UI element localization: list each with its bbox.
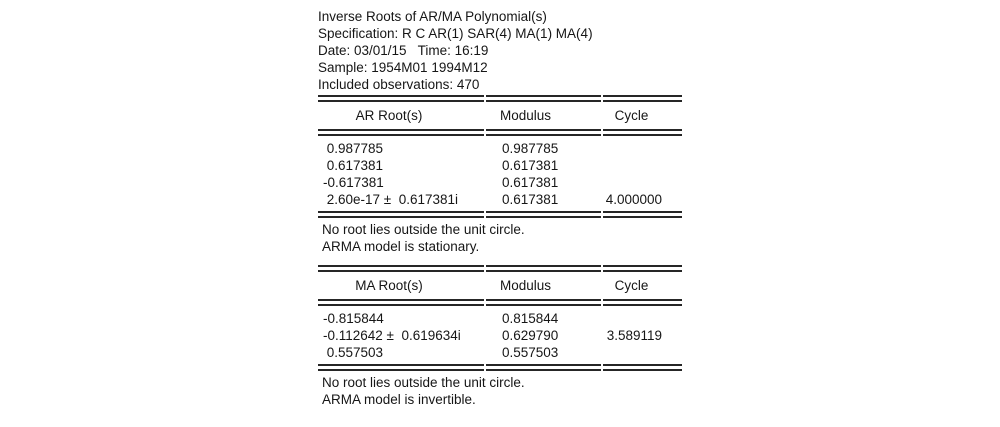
ar-table-body	[318, 136, 682, 211]
table-row	[318, 344, 682, 361]
note-line: ARMA model is invertible.	[322, 392, 476, 407]
cycle-value	[603, 310, 682, 327]
cycle-value	[603, 174, 682, 191]
modulus-value: 0.557503	[502, 345, 559, 360]
note-line: No root lies outside the unit circle.	[322, 375, 525, 390]
cycle-value: 4.000000	[605, 192, 662, 207]
root-value: 0.557503	[323, 345, 384, 360]
cycle-value: 3.589119	[606, 328, 662, 343]
root-value: 0.987785	[323, 141, 384, 156]
table-row	[318, 327, 682, 344]
ar-table-notes	[318, 221, 682, 255]
double-rule	[318, 364, 682, 371]
cycle-value	[603, 344, 682, 361]
date-time-line: Date: 03/01/15 Time: 16:19	[318, 43, 489, 58]
ar-table-header-row	[318, 102, 682, 129]
output-title: Inverse Roots of AR/MA Polynomial(s)	[318, 9, 547, 24]
table-row	[318, 174, 682, 191]
table-row	[318, 191, 682, 208]
ma-table-body	[318, 306, 682, 364]
column-header-modulus: Modulus	[500, 278, 552, 293]
root-value: -0.112642 ± 0.619634i	[323, 328, 461, 343]
double-rule	[318, 211, 682, 218]
ma-table-header-row	[318, 272, 682, 299]
column-header-cycle: Cycle	[614, 278, 649, 293]
column-header-cycle: Cycle	[614, 108, 649, 123]
table-row	[318, 157, 682, 174]
column-header-ar-roots: AR Root(s)	[355, 108, 423, 123]
sample-line: Sample: 1954M01 1994M12	[318, 60, 488, 75]
modulus-value: 0.987785	[502, 141, 559, 156]
modulus-value: 0.815844	[502, 311, 559, 326]
root-value: 0.617381	[323, 158, 384, 173]
column-header-modulus: Modulus	[500, 108, 552, 123]
double-rule	[318, 95, 682, 102]
modulus-value: 0.617381	[502, 175, 559, 190]
note-line: No root lies outside the unit circle.	[322, 222, 525, 237]
root-value: -0.617381	[323, 175, 384, 190]
cycle-value	[603, 157, 682, 174]
output-header	[318, 8, 682, 93]
double-rule	[318, 129, 682, 136]
cycle-value	[603, 140, 682, 157]
modulus-value: 0.629790	[502, 328, 559, 343]
table-row	[318, 140, 682, 157]
ma-table-notes	[318, 374, 682, 408]
root-value: 2.60e-17 ± 0.617381i	[323, 192, 459, 207]
specification-line: Specification: R C AR(1) SAR(4) MA(1) MA(4)	[318, 26, 593, 41]
column-header-ma-roots: MA Root(s)	[355, 278, 423, 293]
root-value: -0.815844	[323, 311, 384, 326]
arma-roots-output	[318, 8, 682, 418]
double-rule	[318, 299, 682, 306]
modulus-value: 0.617381	[502, 158, 559, 173]
observations-line: Included observations: 470	[318, 77, 480, 92]
double-rule	[318, 265, 682, 272]
ma-roots-table	[318, 265, 682, 408]
ar-roots-table	[318, 95, 682, 255]
note-line: ARMA model is stationary.	[322, 239, 480, 254]
modulus-value: 0.617381	[502, 192, 559, 207]
table-row	[318, 310, 682, 327]
